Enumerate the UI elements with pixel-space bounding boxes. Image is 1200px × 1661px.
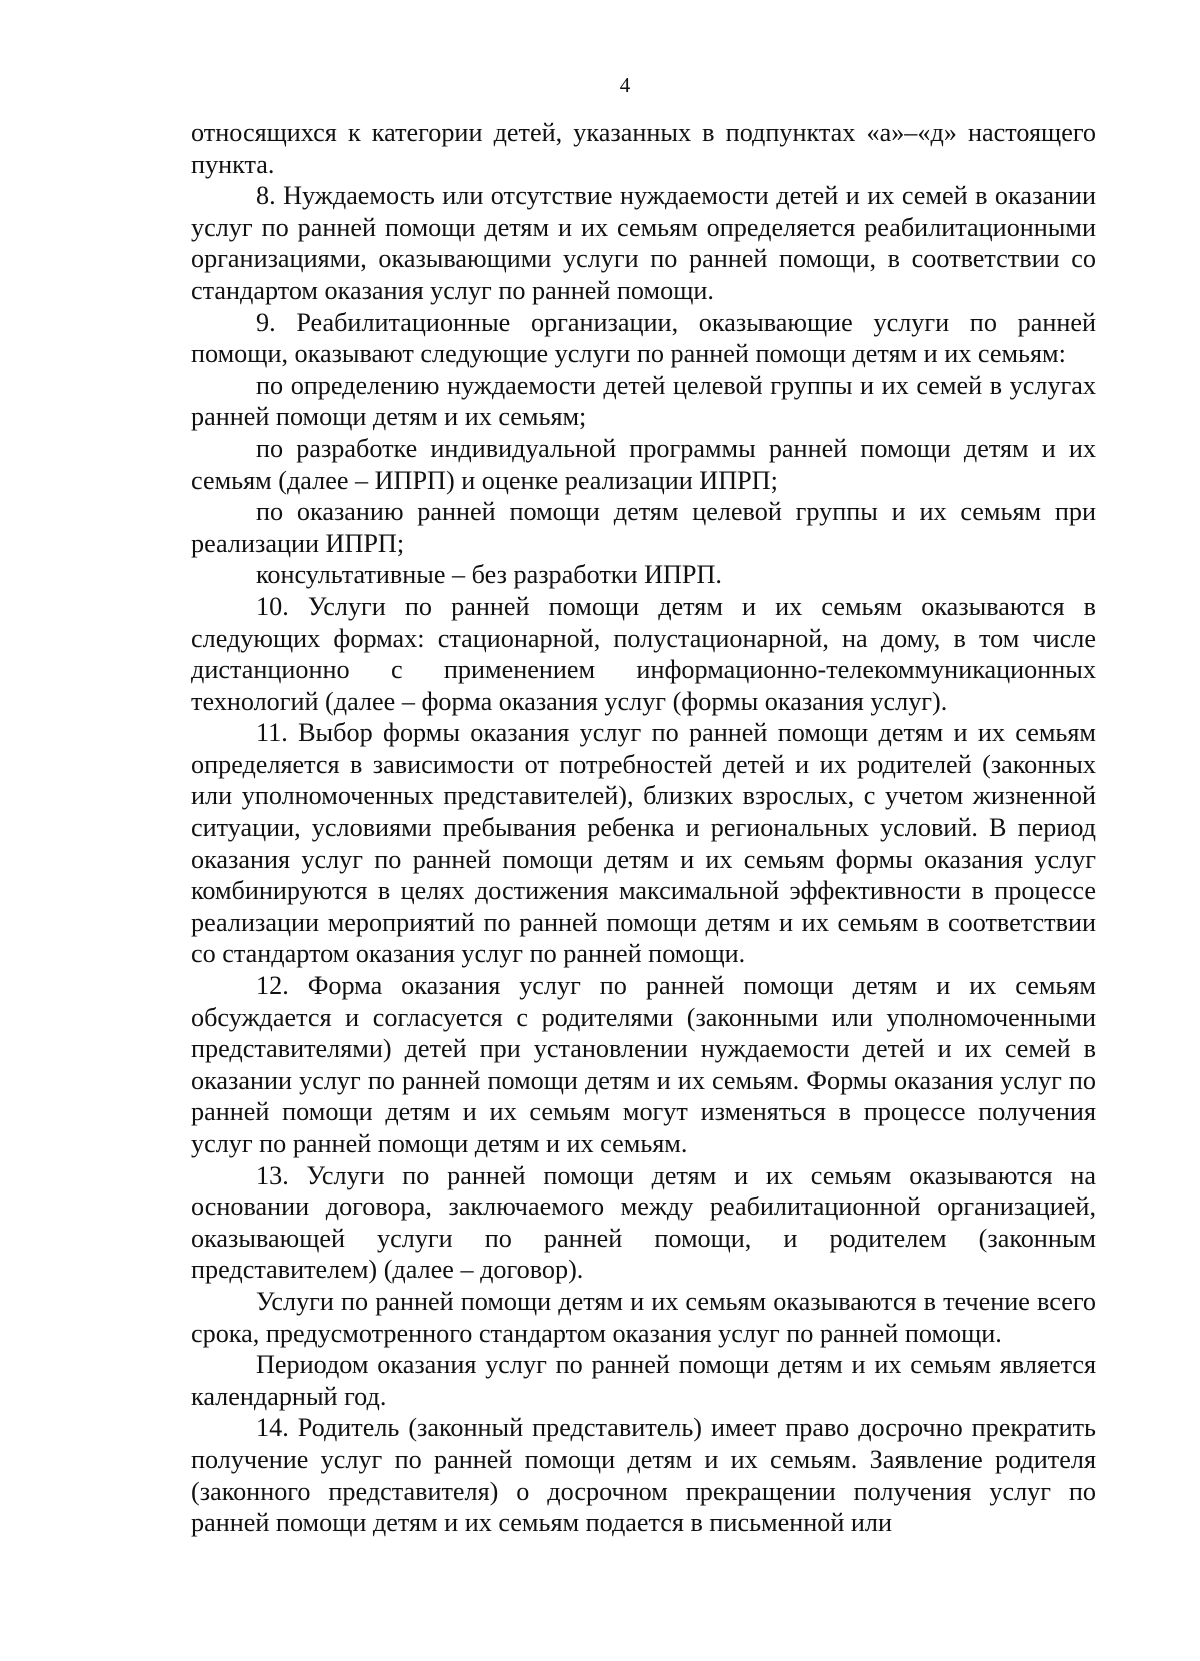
paragraph-13: 13. Услуги по ранней помощи детям и их семьям оказываются на основании договора, заключаемого между реабилитационной организацией, оказывающей услуги по ранней помощи, и родителем (законным представителем) (далее – договор).: [191, 1160, 1096, 1285]
paragraph-10: 10. Услуги по ранней помощи детям и их семьям оказываются в следующих формах: стационарной, полустационарной, на дому, в том числе дистанционно с применением информационно-телекоммуникационных технологий (далее – форма оказания услуг (формы оказания услуг).: [191, 591, 1096, 716]
paragraph-13-part-2: Услуги по ранней помощи детям и их семьям оказываются в течение всего срока, предусмотренного стандартом оказания услуг по ранней помощи.: [191, 1286, 1096, 1348]
paragraph-9-item-2: по разработке индивидуальной программы ранней помощи детям и их семьям (далее – ИПРП) и оценке реализации ИПРП;: [191, 433, 1096, 495]
paragraph-14: 14. Родитель (законный представитель) имеет право досрочно прекратить получение услуг по ранней помощи детям и их семьям. Заявление родителя (законного представителя) о досрочном прекращении получения услуг по ранней помощи детям и их семьям подается в письменной или: [191, 1413, 1096, 1538]
paragraph-9-item-1: по определению нуждаемости детей целевой группы и их семей в услугах ранней помощи детям и их семьям;: [191, 370, 1096, 432]
paragraph-9-item-3: по оказанию ранней помощи детям целевой группы и их семьям при реализации ИПРП;: [191, 497, 1096, 558]
paragraph-11: 11. Выбор формы оказания услуг по ранней помощи детям и их семьям определяется в зависимости от потребностей детей и их родителей (законных или уполномоченных представителей), близких взрослых, с учетом жизненной ситуации, условиями пребывания ребенка и региональных условий. В период оказания услуг по ранней помощи детям и их семьям формы оказания услуг комбинируются в целях достижения максимальной эффективности в процессе реализации мероприятий по ранней помощи детям и их семьям в соответствии со стандартом оказания услуг по ранней помощи.: [191, 718, 1096, 969]
document-body: [191, 117, 1096, 1539]
page-number: 4: [619, 73, 631, 97]
paragraph-12: 12. Форма оказания услуг по ранней помощи детям и их семьям обсуждается и согласуется с родителями (законными или уполномоченными представителями) детей при установлении нуждаемости детей и их семей в оказании услуг по ранней помощи детям и их семьям. Формы оказания услуг по ранней помощи детям и их семьям могут изменяться в процессе получения услуг по ранней помощи детям и их семьям.: [191, 971, 1096, 1158]
paragraph-8: 8. Нуждаемость или отсутствие нуждаемости детей и их семей в оказании услуг по ранней помощи детям и их семьям определяется реабилитационными организациями, оказывающими услуги по ранней помощи, в соответствии со стандартом оказания услуг по ранней помощи.: [191, 181, 1096, 305]
paragraph-9-item-4: консультативные – без разработки ИПРП.: [256, 560, 722, 590]
paragraph-continuation: относящихся к категории детей, указанных в подпунктах «а»–«д» настоящего пункта.: [191, 118, 1096, 179]
paragraph-13-part-3: Периодом оказания услуг по ранней помощи детям и их семьям является календарный год.: [191, 1350, 1096, 1411]
paragraph-9: 9. Реабилитационные организации, оказывающие услуги по ранней помощи, оказывают следующие услуги по ранней помощи детям и их семьям:: [191, 307, 1096, 369]
